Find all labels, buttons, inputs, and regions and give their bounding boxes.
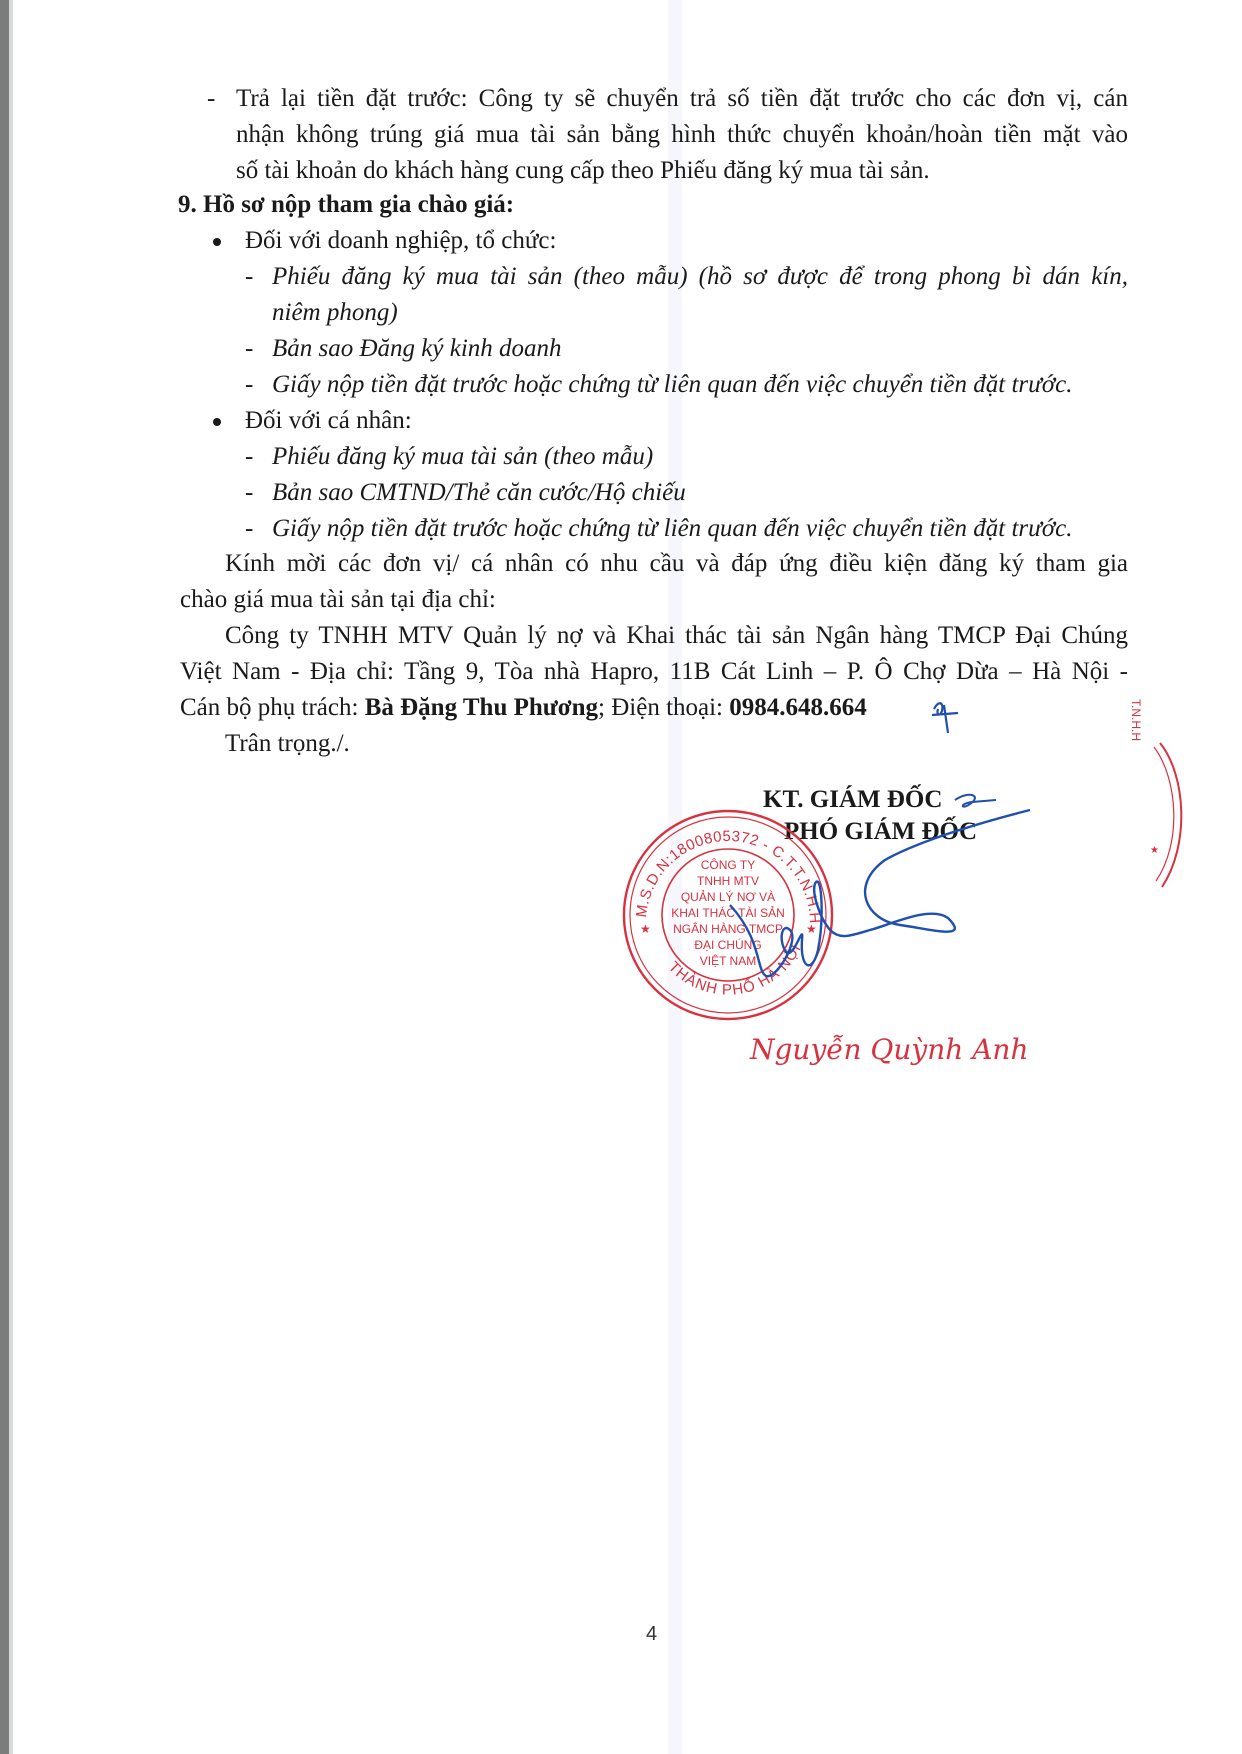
svg-text:T.N.H.H: T.N.H.H: [1129, 699, 1143, 741]
page-number: 4: [646, 1623, 658, 1645]
contact-line: [180, 693, 867, 723]
phone-number: 0984.648.664: [729, 694, 867, 721]
svg-text:QUẢN LÝ NỢ VÀ: QUẢN LÝ NỢ VÀ: [680, 890, 776, 904]
individual-item-2: Bản sao CMTND/Thẻ căn cước/Hộ chiếu: [272, 479, 686, 506]
refund-line-2: nhận không trúng giá mua tài sản bằng hình thức chuyển khoản/hoàn tiền mặt vào: [236, 121, 1128, 148]
svg-text:ĐẠI CHÚNG: ĐẠI CHÚNG: [694, 938, 762, 952]
bullet-icon: [213, 418, 221, 426]
dash-marker: -: [245, 443, 254, 470]
signature-title-2: PHÓ GIÁM ĐỐC: [784, 818, 978, 845]
address-line-1: Công ty TNHH MTV Quản lý nợ và Khai thác tài sản Ngân hàng TMCP Đại Chúng: [225, 622, 1128, 649]
business-item-1-line-1: Phiếu đăng ký mua tài sản (theo mẫu) (hồ sơ được để trong phong bì dán kín,: [272, 263, 1128, 290]
bullet-icon: [213, 238, 221, 246]
closing-text: Trân trọng./.: [225, 730, 350, 757]
svg-text:KHAI THÁC TÀI SẢN: KHAI THÁC TÀI SẢN: [671, 906, 785, 920]
invitation-line-1: Kính mời các đơn vị/ cá nhân có nhu cầu và đáp ứng điều kiện đăng ký tham gia: [225, 550, 1128, 577]
contact-name: Bà Đặng Thu Phương: [364, 694, 599, 721]
scan-edge-highlight: [9, 0, 13, 1754]
business-item-3: Giấy nộp tiền đặt trước hoặc chứng từ liên quan đến việc chuyển tiền đặt trước.: [272, 371, 1073, 398]
svg-text:THÀNH PHỐ HÀ NỘI: THÀNH PHỐ HÀ NỘI: [664, 941, 805, 999]
group-business-label: Đối với doanh nghiệp, tổ chức:: [245, 227, 557, 254]
individual-item-3: Giấy nộp tiền đặt trước hoặc chứng từ liên quan đến việc chuyển tiền đặt trước.: [272, 515, 1073, 542]
group-individual-label: Đối với cá nhân:: [245, 407, 412, 434]
dash-marker: -: [245, 515, 254, 542]
dash-marker: -: [245, 371, 254, 398]
dash-marker: -: [245, 335, 254, 362]
refund-line-3: số tài khoản do khách hàng cung cấp theo Phiếu đăng ký mua tài sản.: [236, 157, 930, 184]
signer-name: Nguyễn Quỳnh Anh: [750, 1033, 1029, 1066]
svg-text:M.S.D.N:1800805372 - C.T.T.N.H: M.S.D.N:1800805372 - C.T.T.N.H.H: [633, 827, 824, 925]
scan-edge: [0, 0, 9, 1754]
business-item-2: Bản sao Đăng ký kinh doanh: [272, 335, 562, 362]
svg-text:TNHH MTV: TNHH MTV: [697, 874, 759, 888]
svg-text:CÔNG TY: CÔNG TY: [700, 858, 756, 872]
svg-text:★: ★: [640, 922, 651, 936]
dash-marker: -: [207, 85, 216, 112]
business-item-1-line-2: niêm phong): [272, 299, 398, 326]
dash-marker: -: [245, 263, 254, 290]
dash-marker: -: [245, 479, 254, 506]
svg-text:★: ★: [806, 922, 817, 936]
signature-title-1: KT. GIÁM ĐỐC: [763, 786, 943, 813]
handwritten-signature: [690, 790, 1050, 990]
refund-line-1: Trả lại tiền đặt trước: Công ty sẽ chuyển trả số tiền đặt trước cho các đơn vị, cán: [236, 85, 1128, 112]
invitation-line-2: chào giá mua tài sản tại địa chỉ:: [180, 586, 496, 613]
phone-label: ; Điện thoại:: [598, 694, 730, 721]
contact-label: Cán bộ phụ trách:: [180, 694, 365, 721]
address-line-2: Việt Nam - Địa chỉ: Tầng 9, Tòa nhà Hapro, 11B Cát Linh – P. Ô Chợ Dừa – Hà Nội -: [180, 658, 1128, 685]
svg-text:NGÂN HÀNG TMCP: NGÂN HÀNG TMCP: [673, 922, 783, 936]
section-9-heading: 9. Hồ sơ nộp tham gia chào giá:: [178, 191, 515, 218]
handwritten-initial-mark: [928, 695, 968, 735]
svg-text:★: ★: [1150, 845, 1159, 856]
individual-item-1: Phiếu đăng ký mua tài sản (theo mẫu): [272, 443, 654, 470]
partial-seal-stamp: [1129, 699, 1210, 895]
svg-text:VIỆT NAM: VIỆT NAM: [699, 954, 757, 968]
